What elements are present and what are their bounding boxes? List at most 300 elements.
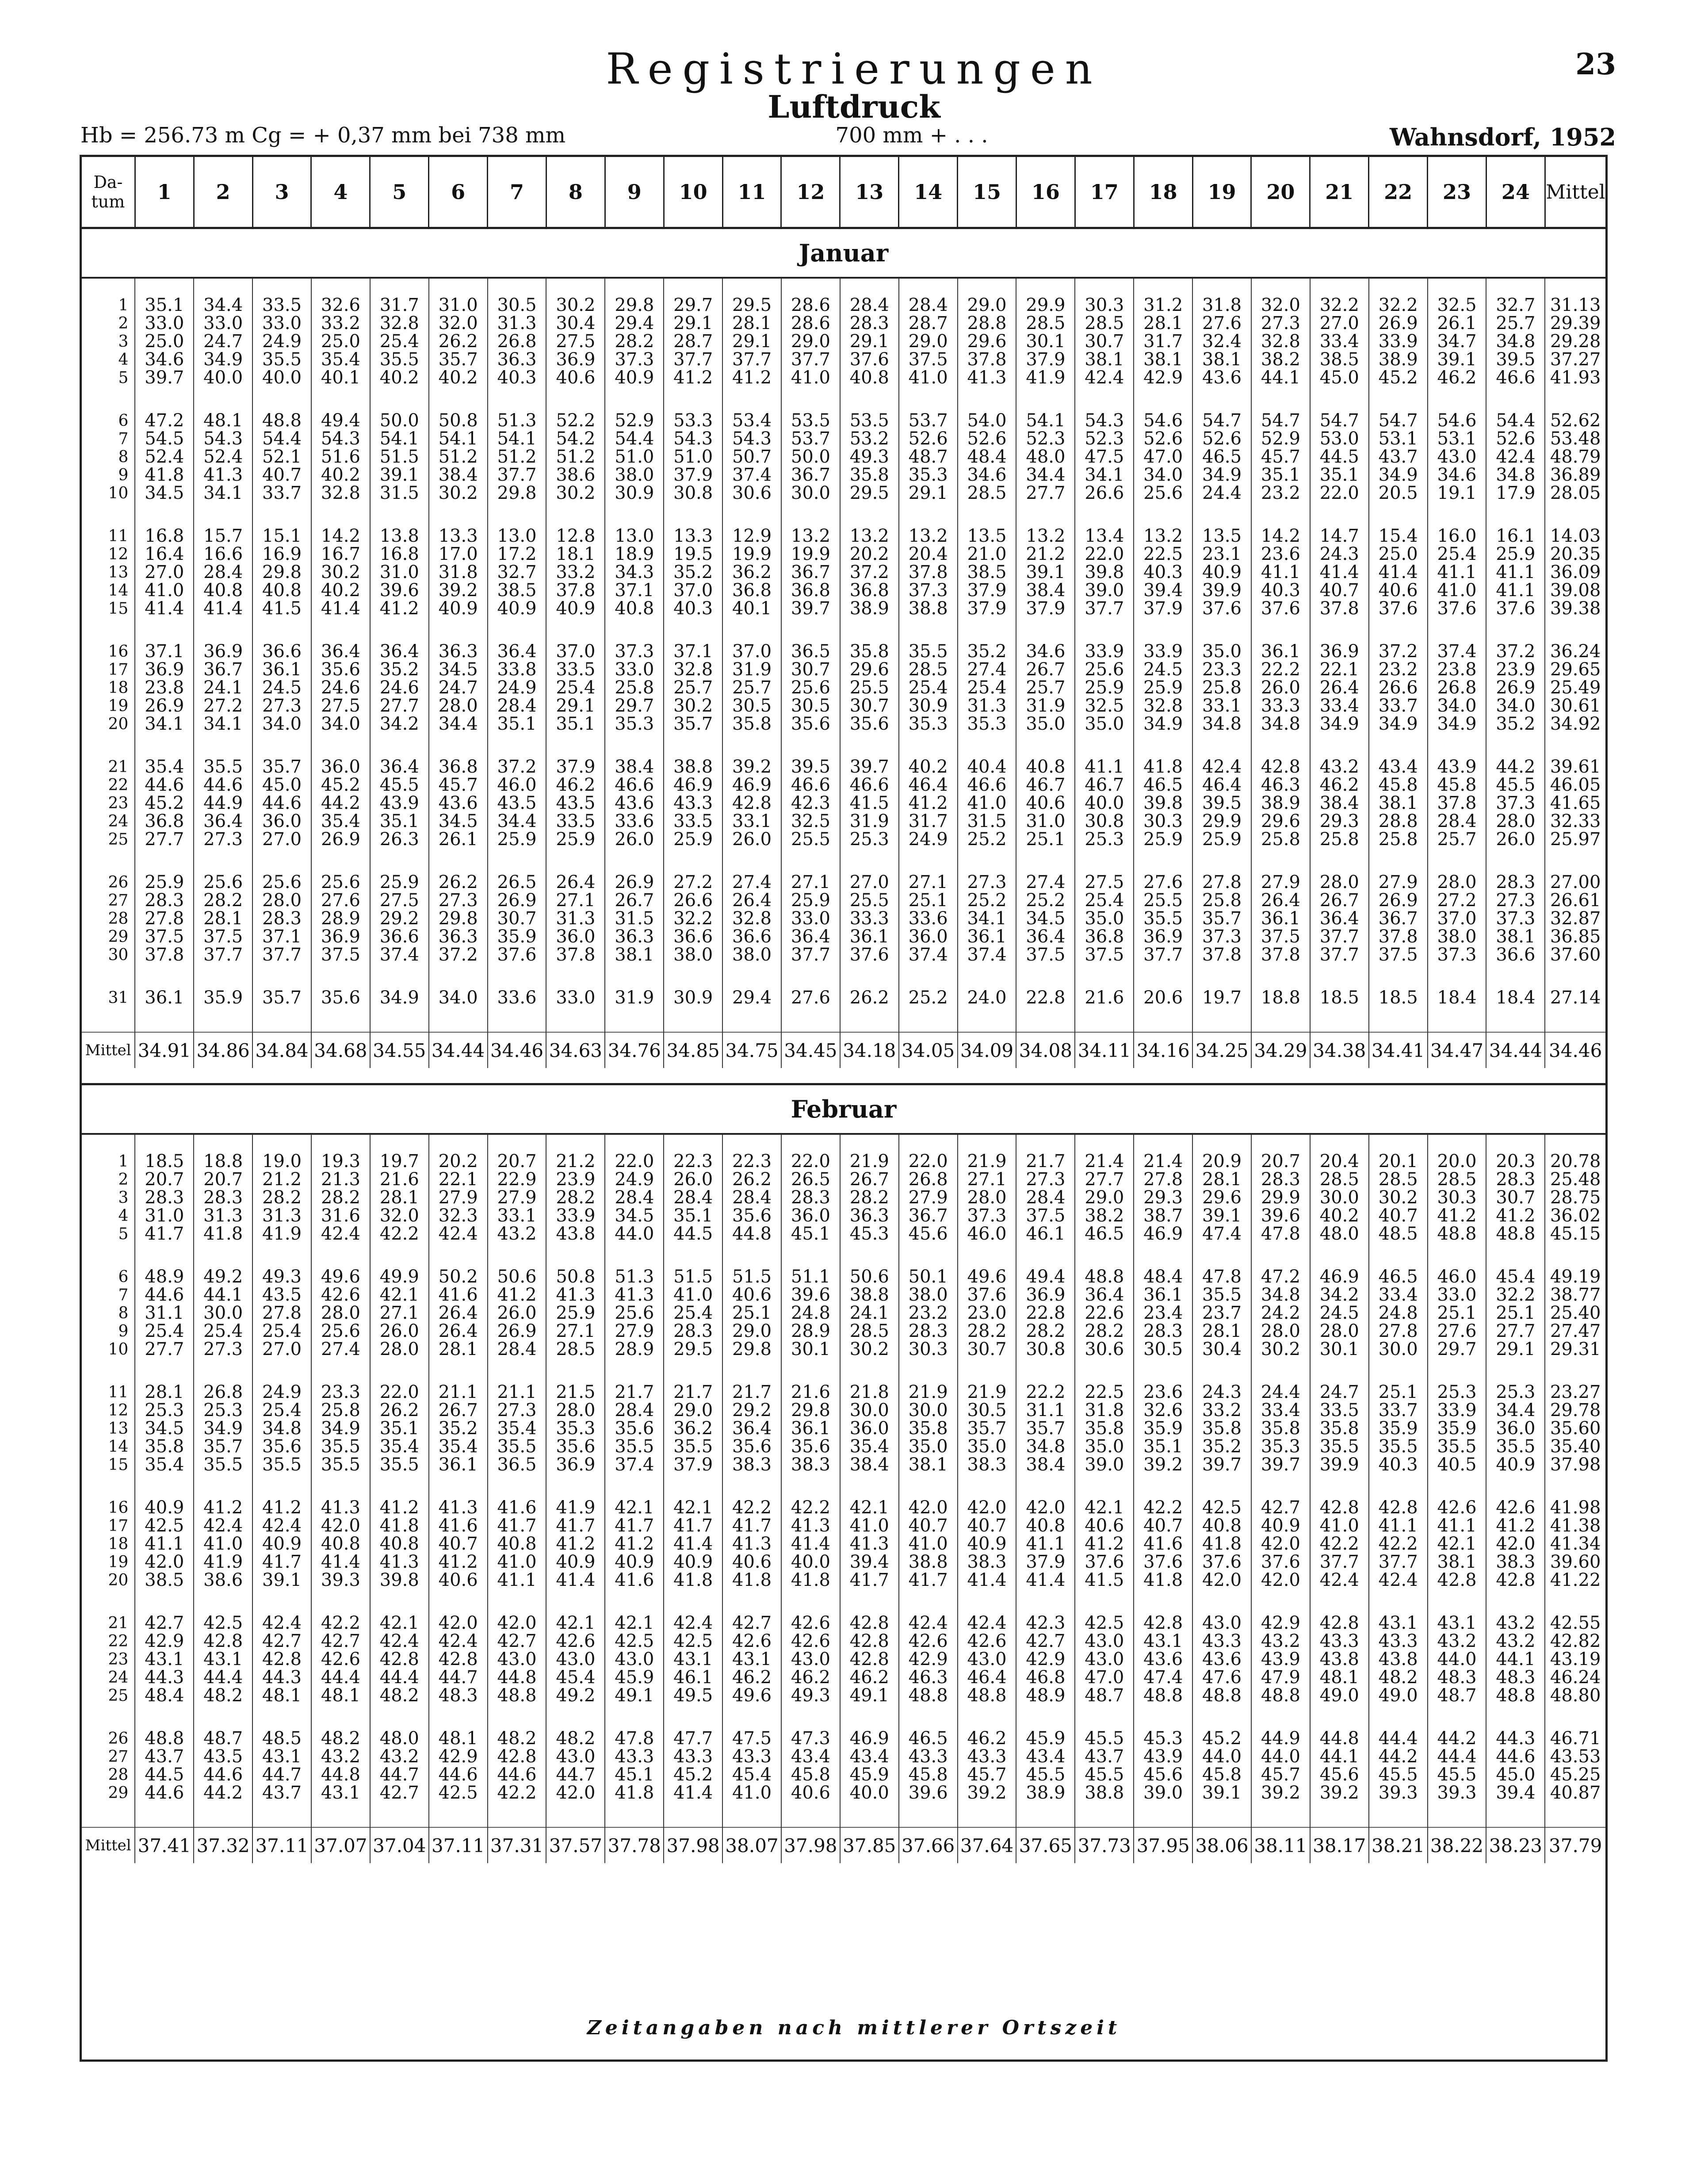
value-cell: 25.9 (1134, 679, 1192, 697)
value-cell: 30.8 (1075, 812, 1134, 831)
value-cell: 48.1 (429, 1730, 488, 1748)
value-cell: 43.0 (546, 1650, 605, 1669)
value-cell: 27.1 (546, 892, 605, 910)
value-cell: 36.3 (488, 351, 546, 369)
value-cell: 40.8 (1192, 1517, 1251, 1535)
value-cell: 52.6 (1486, 430, 1545, 448)
value-cell: 33.5 (664, 812, 722, 831)
mean-label: Mittel (82, 1827, 135, 1863)
value-cell: 35.7 (252, 758, 311, 776)
mean-row (82, 1032, 1605, 1068)
value-cell: 41.1 (488, 1571, 546, 1589)
value-cell: 44.4 (311, 1669, 370, 1687)
value-cell: 36.1 (252, 661, 311, 679)
daily-mean-cell: 14.03 (1550, 527, 1601, 545)
value-cell: 28.0 (1251, 1322, 1310, 1340)
value-cell: 34.8 (1016, 1438, 1075, 1456)
value-cell: 28.2 (194, 892, 252, 910)
value-cell: 42.7 (1251, 1499, 1310, 1517)
value-cell: 52.9 (1251, 430, 1310, 448)
column-header-mittel: Mittel (1545, 157, 1605, 228)
value-cell: 43.1 (194, 1650, 252, 1669)
value-cell: 30.6 (722, 484, 781, 502)
table-row (82, 1304, 1605, 1322)
value-cell: 51.5 (722, 1268, 781, 1286)
value-cell: 26.4 (429, 1304, 488, 1322)
value-cell: 39.6 (899, 1784, 958, 1802)
value-cell: 35.5 (664, 1438, 722, 1456)
day-cell: 18 (82, 679, 135, 697)
value-cell: 37.6 (840, 946, 899, 964)
value-cell: 30.0 (899, 1401, 958, 1420)
value-cell: 51.2 (429, 448, 488, 466)
value-cell: 41.1 (1486, 582, 1545, 600)
value-cell: 23.6 (1134, 1383, 1192, 1401)
value-cell: 35.3 (605, 715, 664, 733)
value-cell: 36.6 (370, 928, 429, 946)
value-cell: 30.9 (605, 484, 664, 502)
value-cell: 42.8 (722, 794, 781, 812)
value-cell: 25.0 (1369, 545, 1428, 563)
value-cell: 33.6 (605, 812, 664, 831)
value-cell: 38.1 (1428, 1553, 1486, 1571)
value-cell: 36.4 (370, 643, 429, 661)
value-cell: 42.2 (1310, 1535, 1369, 1553)
value-cell: 20.4 (899, 545, 958, 563)
value-cell: 43.7 (135, 1748, 194, 1766)
value-cell: 42.0 (1486, 1535, 1545, 1553)
value-cell: 32.2 (1486, 1286, 1545, 1304)
value-cell: 33.8 (488, 661, 546, 679)
value-cell: 41.1 (1428, 563, 1486, 582)
table-row (82, 1152, 1605, 1171)
value-cell: 35.0 (1016, 715, 1075, 733)
value-cell: 32.6 (1134, 1401, 1192, 1420)
value-cell: 42.9 (135, 1632, 194, 1650)
value-cell: 24.1 (194, 679, 252, 697)
value-cell: 30.2 (1251, 1340, 1310, 1359)
value-cell: 30.0 (781, 484, 840, 502)
hourly-mean-cell: 34.09 (958, 1032, 1016, 1068)
value-cell: 36.0 (1486, 1420, 1545, 1438)
value-cell: 31.0 (370, 563, 429, 582)
value-cell: 15.4 (1369, 527, 1428, 545)
value-cell: 27.7 (135, 831, 194, 849)
value-cell: 37.8 (899, 563, 958, 582)
value-cell: 48.8 (488, 1687, 546, 1705)
value-cell: 48.2 (370, 1687, 429, 1705)
value-cell: 20.7 (488, 1152, 546, 1171)
value-cell: 24.6 (311, 679, 370, 697)
value-cell: 22.3 (722, 1152, 781, 1171)
value-cell: 37.7 (252, 946, 311, 964)
value-cell: 35.0 (1192, 643, 1251, 661)
value-cell: 27.1 (899, 873, 958, 892)
value-cell: 54.7 (1310, 412, 1369, 430)
value-cell: 45.1 (605, 1766, 664, 1784)
value-cell: 26.4 (1310, 679, 1369, 697)
value-cell: 53.5 (840, 412, 899, 430)
value-cell: 36.3 (429, 928, 488, 946)
value-cell: 43.1 (664, 1650, 722, 1669)
value-cell: 30.8 (664, 484, 722, 502)
value-cell: 30.1 (1016, 333, 1075, 351)
value-cell: 44.3 (252, 1669, 311, 1687)
value-cell: 28.2 (546, 1189, 605, 1207)
day-cell: 11 (82, 527, 135, 545)
value-cell: 42.9 (1016, 1650, 1075, 1669)
column-header-hour: 9 (605, 157, 664, 228)
daily-mean-cell: 41.93 (1550, 369, 1601, 387)
value-cell: 13.8 (370, 527, 429, 545)
value-cell: 38.1 (1192, 351, 1251, 369)
day-cell: 16 (82, 643, 135, 661)
value-cell: 40.9 (1486, 1456, 1545, 1474)
value-cell: 35.9 (1428, 1420, 1486, 1438)
value-cell: 33.9 (1134, 643, 1192, 661)
value-cell: 52.4 (194, 448, 252, 466)
day-cell: 11 (82, 1383, 135, 1401)
value-cell: 44.6 (135, 776, 194, 794)
value-cell: 26.0 (605, 831, 664, 849)
value-cell: 33.3 (840, 910, 899, 928)
value-cell: 32.5 (781, 812, 840, 831)
value-cell: 47.3 (781, 1730, 840, 1748)
value-cell: 39.7 (135, 369, 194, 387)
value-cell: 35.9 (194, 989, 252, 1007)
value-cell: 45.5 (1486, 776, 1545, 794)
value-cell: 25.8 (1251, 831, 1310, 849)
table-header-row (82, 157, 1605, 228)
value-cell: 28.2 (840, 1189, 899, 1207)
daily-mean-cell: 29.39 (1550, 314, 1601, 333)
value-cell: 31.3 (958, 697, 1016, 715)
value-cell: 25.8 (1369, 831, 1428, 849)
value-cell: 48.3 (1428, 1669, 1486, 1687)
table-row (82, 1730, 1605, 1748)
hourly-mean-cell: 34.75 (722, 1032, 781, 1068)
value-cell: 28.3 (1486, 873, 1545, 892)
value-cell: 42.8 (252, 1650, 311, 1669)
day-cell: 29 (82, 1784, 135, 1802)
value-cell: 42.6 (1486, 1499, 1545, 1517)
value-cell: 42.6 (1428, 1499, 1486, 1517)
value-cell: 35.5 (194, 758, 252, 776)
value-cell: 26.0 (664, 1171, 722, 1189)
value-cell: 27.5 (1075, 873, 1134, 892)
value-cell: 29.1 (664, 314, 722, 333)
table-row (82, 1438, 1605, 1456)
value-cell: 36.4 (722, 1420, 781, 1438)
value-cell: 13.2 (1134, 527, 1192, 545)
value-cell: 45.3 (1134, 1730, 1192, 1748)
value-cell: 41.0 (958, 794, 1016, 812)
value-cell: 45.1 (781, 1225, 840, 1243)
value-cell: 17.9 (1486, 484, 1545, 502)
value-cell: 44.6 (194, 776, 252, 794)
hourly-mean-cell: 38.21 (1369, 1827, 1428, 1863)
value-cell: 27.4 (722, 873, 781, 892)
value-cell: 44.6 (252, 794, 311, 812)
daily-mean-cell: 46.71 (1550, 1730, 1601, 1748)
value-cell: 28.3 (135, 1189, 194, 1207)
value-cell: 42.8 (488, 1748, 546, 1766)
value-cell: 41.8 (1134, 758, 1192, 776)
value-cell: 49.2 (194, 1268, 252, 1286)
value-cell: 45.2 (311, 776, 370, 794)
value-cell: 41.4 (664, 1784, 722, 1802)
value-cell: 41.3 (429, 1499, 488, 1517)
value-cell: 30.7 (1486, 1189, 1545, 1207)
value-cell: 43.3 (958, 1748, 1016, 1766)
value-cell: 54.4 (1486, 412, 1545, 430)
value-cell: 35.5 (605, 1438, 664, 1456)
value-cell: 28.4 (194, 563, 252, 582)
value-cell: 34.9 (1369, 715, 1428, 733)
daily-mean-cell: 25.48 (1550, 1171, 1601, 1189)
value-cell: 25.0 (135, 333, 194, 351)
value-cell: 44.7 (370, 1766, 429, 1784)
value-cell: 44.6 (194, 1766, 252, 1784)
day-cell: 23 (82, 1650, 135, 1669)
hourly-mean-cell: 34.05 (899, 1032, 958, 1068)
value-cell: 40.2 (311, 582, 370, 600)
footer-note: Zeitangaben nach mittlerer Ortszeit (587, 2017, 1121, 2039)
value-cell: 33.5 (546, 812, 605, 831)
value-cell: 34.0 (252, 715, 311, 733)
value-cell: 37.6 (1251, 600, 1310, 618)
value-cell: 48.0 (1016, 448, 1075, 466)
value-cell: 28.3 (252, 910, 311, 928)
value-cell: 47.7 (664, 1730, 722, 1748)
value-cell: 36.0 (899, 928, 958, 946)
value-cell: 37.6 (840, 351, 899, 369)
value-cell: 33.9 (1369, 333, 1428, 351)
value-cell: 26.1 (1428, 314, 1486, 333)
daily-mean-cell: 29.31 (1550, 1340, 1601, 1359)
value-cell: 31.8 (429, 563, 488, 582)
value-cell: 35.6 (605, 1420, 664, 1438)
daily-mean-cell: 53.48 (1550, 430, 1601, 448)
value-cell: 21.4 (1134, 1152, 1192, 1171)
value-cell: 27.1 (370, 1304, 429, 1322)
value-cell: 48.4 (135, 1687, 194, 1705)
value-cell: 29.6 (958, 333, 1016, 351)
day-cell: 3 (82, 333, 135, 351)
value-cell: 26.9 (488, 1322, 546, 1340)
value-cell: 51.2 (546, 448, 605, 466)
table-row (82, 1553, 1605, 1571)
value-cell: 26.4 (429, 1322, 488, 1340)
value-cell: 35.3 (958, 715, 1016, 733)
day-cell: 31 (82, 989, 135, 1007)
value-cell: 39.7 (781, 600, 840, 618)
value-cell: 42.4 (311, 1225, 370, 1243)
day-cell: 7 (82, 1286, 135, 1304)
value-cell: 35.5 (899, 643, 958, 661)
value-cell: 37.7 (1369, 1553, 1428, 1571)
value-cell: 46.2 (781, 1669, 840, 1687)
value-cell: 26.4 (546, 873, 605, 892)
value-cell: 41.2 (194, 1499, 252, 1517)
value-cell: 35.5 (311, 1438, 370, 1456)
value-cell: 13.5 (958, 527, 1016, 545)
value-cell: 41.2 (546, 1535, 605, 1553)
value-cell: 34.4 (488, 812, 546, 831)
value-cell: 42.7 (370, 1784, 429, 1802)
value-cell: 48.8 (1486, 1225, 1545, 1243)
value-cell: 46.8 (1016, 1669, 1075, 1687)
day-cell: 4 (82, 1207, 135, 1225)
value-cell: 25.4 (958, 679, 1016, 697)
value-cell: 45.8 (781, 1766, 840, 1784)
value-cell: 41.2 (1486, 1207, 1545, 1225)
value-cell: 37.4 (370, 946, 429, 964)
value-cell: 35.7 (429, 351, 488, 369)
day-cell: 20 (82, 715, 135, 733)
value-cell: 36.0 (546, 928, 605, 946)
value-cell: 27.0 (252, 831, 311, 849)
value-cell: 30.1 (1310, 1340, 1369, 1359)
value-cell: 34.9 (194, 351, 252, 369)
value-cell: 12.8 (546, 527, 605, 545)
daily-mean-cell: 23.27 (1550, 1383, 1601, 1401)
value-cell: 35.7 (1192, 910, 1251, 928)
value-cell: 25.2 (1016, 892, 1075, 910)
value-cell: 31.1 (1016, 1401, 1075, 1420)
value-cell: 37.8 (135, 946, 194, 964)
value-cell: 25.5 (1134, 892, 1192, 910)
value-cell: 22.0 (370, 1383, 429, 1401)
table-row (82, 369, 1605, 387)
value-cell: 33.0 (1428, 1286, 1486, 1304)
value-cell: 22.0 (605, 1152, 664, 1171)
value-cell: 34.1 (135, 715, 194, 733)
value-cell: 20.7 (1251, 1152, 1310, 1171)
value-cell: 37.7 (1310, 1553, 1369, 1571)
value-cell: 25.1 (1369, 1383, 1428, 1401)
value-cell: 39.8 (1075, 563, 1134, 582)
hourly-mean-cell: 37.64 (958, 1827, 1016, 1863)
value-cell: 44.3 (135, 1669, 194, 1687)
value-cell: 38.6 (546, 466, 605, 484)
value-cell: 45.3 (840, 1225, 899, 1243)
value-cell: 40.6 (1075, 1517, 1134, 1535)
value-cell: 37.5 (899, 351, 958, 369)
value-cell: 35.9 (488, 928, 546, 946)
value-cell: 37.9 (958, 600, 1016, 618)
value-cell: 21.1 (488, 1383, 546, 1401)
value-cell: 28.3 (1251, 1171, 1310, 1189)
value-cell: 42.0 (488, 1614, 546, 1632)
value-cell: 34.9 (1134, 715, 1192, 733)
value-cell: 35.6 (722, 1438, 781, 1456)
value-cell: 39.7 (840, 758, 899, 776)
day-cell: 19 (82, 697, 135, 715)
value-cell: 28.3 (664, 1322, 722, 1340)
value-cell: 46.0 (1428, 1268, 1486, 1286)
value-cell: 41.2 (722, 369, 781, 387)
value-cell: 43.2 (1310, 758, 1369, 776)
value-cell: 33.6 (899, 910, 958, 928)
value-cell: 44.8 (1310, 1730, 1369, 1748)
value-cell: 27.5 (546, 333, 605, 351)
hourly-mean-cell: 37.85 (840, 1827, 899, 1863)
value-cell: 36.3 (429, 643, 488, 661)
hourly-mean-cell: 37.07 (311, 1827, 370, 1863)
daily-mean-cell: 25.49 (1550, 679, 1601, 697)
value-cell: 48.2 (546, 1730, 605, 1748)
value-cell: 42.3 (1016, 1614, 1075, 1632)
value-cell: 35.4 (840, 1438, 899, 1456)
value-cell: 46.6 (605, 776, 664, 794)
day-cell: 14 (82, 1438, 135, 1456)
value-cell: 38.8 (899, 1553, 958, 1571)
value-cell: 46.0 (958, 1225, 1016, 1243)
value-cell: 38.7 (1134, 1207, 1192, 1225)
daily-mean-cell: 43.53 (1550, 1748, 1601, 1766)
value-cell: 27.3 (958, 873, 1016, 892)
column-header-hour: 6 (429, 157, 488, 228)
value-cell: 47.2 (135, 412, 194, 430)
value-cell: 25.4 (252, 1401, 311, 1420)
daily-mean-cell: 43.19 (1550, 1650, 1601, 1669)
daily-mean-cell: 41.65 (1550, 794, 1601, 812)
value-cell: 46.2 (1428, 369, 1486, 387)
value-cell: 32.8 (1134, 697, 1192, 715)
value-cell: 39.4 (1486, 1784, 1545, 1802)
value-cell: 25.4 (1075, 892, 1134, 910)
value-cell: 42.0 (899, 1499, 958, 1517)
value-cell: 45.4 (546, 1669, 605, 1687)
value-cell: 28.3 (135, 892, 194, 910)
value-cell: 40.6 (1016, 794, 1075, 812)
value-cell: 42.0 (1251, 1571, 1310, 1589)
value-cell: 42.8 (840, 1614, 899, 1632)
value-cell: 19.3 (311, 1152, 370, 1171)
value-cell: 29.8 (605, 296, 664, 314)
value-cell: 35.2 (370, 661, 429, 679)
table-row (82, 758, 1605, 776)
value-cell: 41.8 (664, 1571, 722, 1589)
value-cell: 37.8 (546, 946, 605, 964)
daily-mean-cell: 39.38 (1550, 600, 1601, 618)
daily-mean-cell: 45.25 (1550, 1766, 1601, 1784)
daily-mean-cell: 42.82 (1550, 1632, 1601, 1650)
value-cell: 43.0 (605, 1650, 664, 1669)
value-cell: 54.3 (1075, 412, 1134, 430)
value-cell: 50.6 (840, 1268, 899, 1286)
value-cell: 37.6 (1428, 600, 1486, 618)
value-cell: 26.0 (1486, 831, 1545, 849)
value-cell: 29.4 (722, 989, 781, 1007)
value-cell: 35.8 (722, 715, 781, 733)
value-cell: 25.6 (781, 679, 840, 697)
value-cell: 46.3 (899, 1669, 958, 1687)
table-row (82, 1517, 1605, 1535)
value-cell: 30.2 (1369, 1189, 1428, 1207)
value-cell: 42.8 (1310, 1499, 1369, 1517)
hourly-mean-cell: 37.66 (899, 1827, 958, 1863)
value-cell: 37.1 (252, 928, 311, 946)
value-cell: 43.0 (1075, 1632, 1134, 1650)
value-cell: 37.9 (664, 466, 722, 484)
hourly-mean-cell: 34.29 (1251, 1032, 1310, 1068)
value-cell: 37.9 (546, 758, 605, 776)
value-cell: 25.2 (958, 892, 1016, 910)
value-cell: 28.1 (1134, 314, 1192, 333)
hourly-mean-cell: 34.47 (1428, 1032, 1486, 1068)
